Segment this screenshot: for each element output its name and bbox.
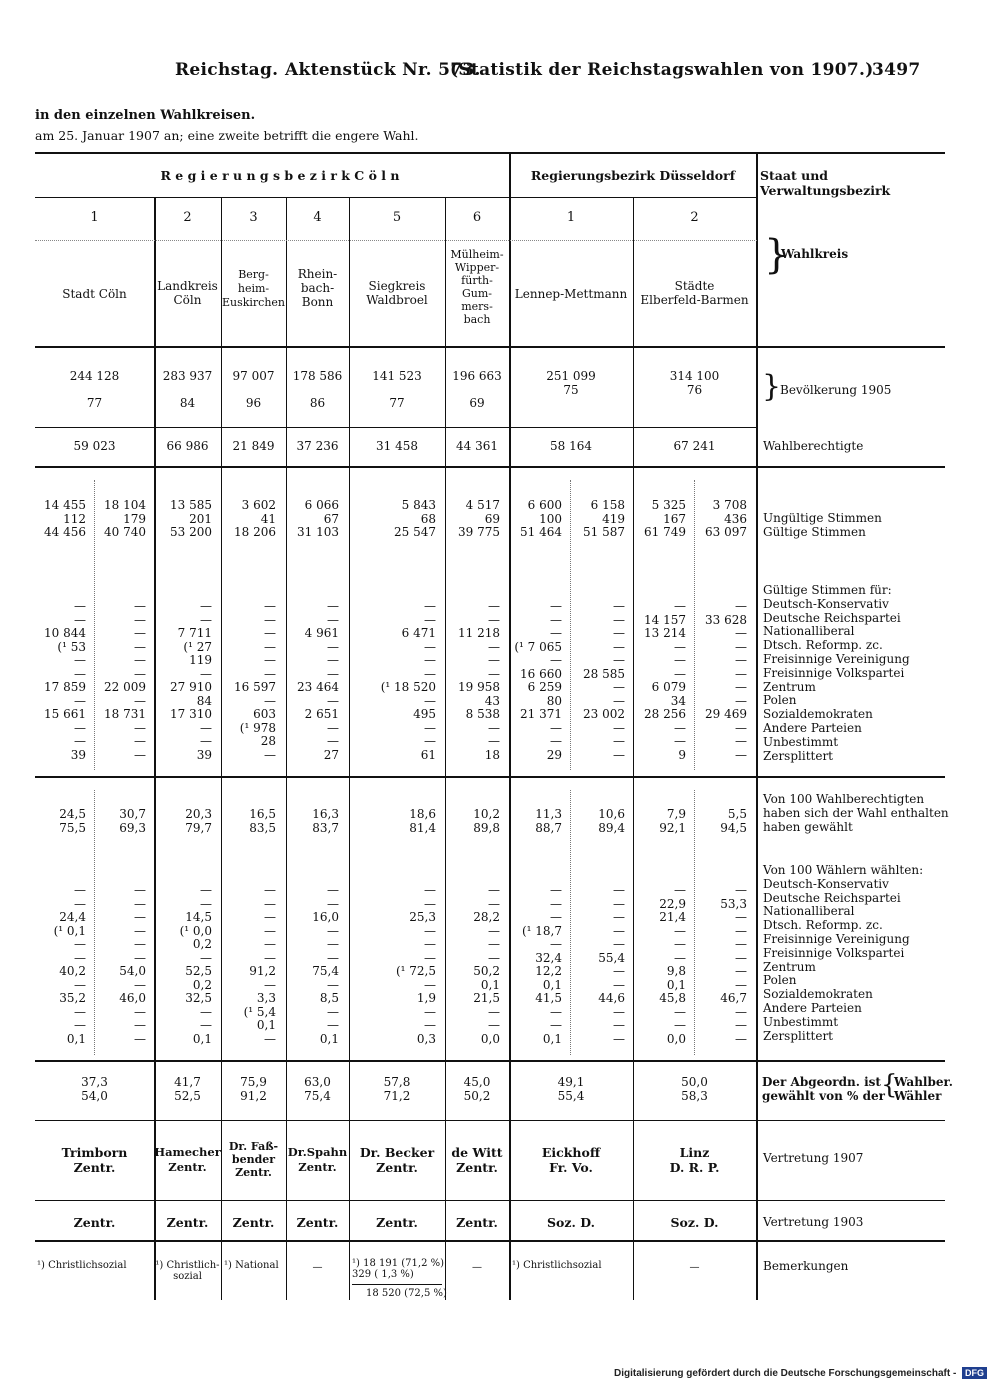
bemerkung: — xyxy=(689,1262,700,1273)
pct-berechtigte-col: 16,5 83,5 xyxy=(249,807,276,835)
bevoelkerung-value: 97 007 xyxy=(232,369,275,383)
pct-berechtigte-col: 24,5 75,5 xyxy=(59,807,86,835)
wahlberechtigte-value: 21 849 xyxy=(232,439,275,453)
kreis-number: 1 xyxy=(566,210,576,225)
label-abgeordn: Der Abgeordn. ist gewählt von % der xyxy=(762,1075,885,1103)
vertretung1903-rule xyxy=(35,1240,945,1242)
wahlberechtigte-value: 67 241 xyxy=(673,439,716,453)
stimmen-col: 6 066 67 31 103 xyxy=(297,498,339,539)
kreis-name: Mülheim- Wipper- fürth- Gum- mers- bach xyxy=(450,248,504,326)
kreis-name: Berg- heim- Euskirchen xyxy=(221,268,286,309)
bemerkung: ¹) Christlichsozial xyxy=(37,1260,127,1271)
stimmen-col: 5 843 68 25 547 xyxy=(394,498,436,539)
label-abgeordn-right: Wahlber. Wähler xyxy=(894,1075,953,1103)
wahlberechtigte-value: 58 164 xyxy=(550,439,592,453)
bevoelkerung-value: 196 663 xyxy=(452,369,502,383)
vertretung1903: Zentr. xyxy=(232,1215,275,1230)
stimmen-col: 6 158 419 51 587 xyxy=(583,498,625,539)
abgeordn-value: 37,3 54,0 xyxy=(81,1075,108,1103)
kreis-name: Rhein- bach- Bonn xyxy=(297,267,338,309)
label-von100-berechtigten: Von 100 Wahlberechtigten haben sich der Wahl enthalten haben gewählt xyxy=(763,792,949,834)
party-col: — — 4 961 — — — 23 464 — 2 651 — — 27 xyxy=(297,599,339,762)
label-vertretung1903: Vertretung 1903 xyxy=(763,1215,864,1229)
party-col: — — — — — — 16 597 — 603 (¹ 978 28 — xyxy=(234,599,276,762)
party-col: — — — (¹ 7 065 — 16 660 6 259 80 21 371 — — 29 xyxy=(514,599,562,762)
page-number: 3497 xyxy=(872,60,921,80)
bevoelkerung-density: 77 xyxy=(389,396,405,410)
bemerkung: ¹) Christlich- sozial xyxy=(155,1260,220,1282)
stimmen-col: 14 455 112 44 456 xyxy=(44,498,86,539)
stimmen-col: 4 517 69 39 775 xyxy=(458,498,500,539)
header-left: Reichstag. xyxy=(175,60,279,80)
bevoelkerung-density: 84 xyxy=(179,396,196,410)
stimmen-col: 3 602 41 18 206 xyxy=(234,498,276,539)
vertretung1907: Dr.Spahn Zentr. xyxy=(287,1145,348,1174)
abgeordn-value: 45,0 50,2 xyxy=(463,1075,491,1103)
kreis-number: 5 xyxy=(392,210,402,225)
pct-berechtigte-col: 16,3 83,7 xyxy=(312,807,339,835)
pct-waehler-col: — — 24,4 (¹ 0,1 — — 40,2 — 35,2 — — 0,1 xyxy=(53,883,86,1046)
pct-berechtigte-col: 10,6 89,4 xyxy=(598,807,625,835)
intro-line-1: in den einzelnen Wahlkreisen. xyxy=(35,108,256,123)
vertretung1903: Zentr. xyxy=(73,1215,116,1230)
group-duesseldorf: Regierungsbezirk Düsseldorf xyxy=(530,168,736,183)
number-rule xyxy=(35,240,757,241)
pct-berechtigte-col: 30,7 69,3 xyxy=(119,807,146,835)
table-top-rule xyxy=(35,152,945,154)
wahlberechtigte-value: 59 023 xyxy=(73,439,116,453)
group-rule xyxy=(35,197,757,198)
stimmen-col: 18 104 179 40 740 xyxy=(104,498,146,539)
bemerkung: ¹) National xyxy=(224,1260,279,1271)
vertretung1907: Linz D. R. P. xyxy=(669,1145,720,1175)
bevoelkerung-density: 69 xyxy=(469,396,485,410)
kreis-number: 6 xyxy=(472,210,482,225)
brace-wahlkreis: } xyxy=(764,232,790,278)
party-col: — 33 628 — — — — — — 29 469 — — — xyxy=(705,599,747,762)
bemerkung: — xyxy=(472,1262,482,1273)
subcol-line xyxy=(94,480,95,770)
bemerkung: — xyxy=(312,1262,323,1273)
kreis-name: Städte Elberfeld-Barmen xyxy=(640,279,749,307)
party-col: — — 11 218 — — — 19 958 43 8 538 — — 18 xyxy=(458,599,500,762)
header-right: (Statistik der Reichstagswahlen von 1907.) xyxy=(450,60,874,80)
vertretung1907: Dr. Becker Zentr. xyxy=(359,1145,435,1175)
footer-text: Digitalisierung gefördert durch die Deutsche Forschungsgemeinschaft - xyxy=(614,1368,957,1379)
label-bemerkungen: Bemerkungen xyxy=(763,1259,849,1273)
dfg-logo-icon: DFG xyxy=(962,1367,987,1379)
bevoelkerung-density: 86 xyxy=(309,396,326,410)
pct-waehler-col: — 22,9 21,4 — — — 9,8 0,1 45,8 — — 0,0 xyxy=(659,883,686,1046)
brace-bevoelkerung: } xyxy=(762,369,782,404)
pct-waehler-col: — — 16,0 — — — 75,4 — 8,5 — — 0,1 xyxy=(312,883,339,1046)
party-col: — — 7 711 (¹ 27 119 — 27 910 84 17 310 — — 39 xyxy=(170,599,212,762)
vertretung1907: Eickhoff Fr. Vo. xyxy=(541,1145,601,1175)
abgeordn-value: 63,0 75,4 xyxy=(304,1075,331,1103)
vertretung1907: Hamecher Zentr. xyxy=(154,1145,221,1174)
header-bottom-rule xyxy=(35,346,945,348)
label-wahlkreis: Wahlkreis xyxy=(781,247,849,261)
bevoelkerung-value: 244 128 xyxy=(69,369,120,383)
label-stimmen: Ungültige Stimmen Gültige Stimmen xyxy=(763,511,882,539)
label-vertretung1907: Vertretung 1907 xyxy=(763,1151,864,1165)
pct-waehler-col: — — — (¹ 18,7 — 32,4 12,2 0,1 41,5 — — 0,1 xyxy=(521,883,562,1046)
bevoelkerung-value: 314 100 xyxy=(669,369,720,383)
abgeordn-value: 49,1 55,4 xyxy=(557,1075,585,1103)
abgeordn-value: 75,9 91,2 xyxy=(240,1075,267,1103)
bemerkung: ¹) Christlichsozial xyxy=(512,1260,602,1271)
bevoelkerung-value: 178 586 xyxy=(292,369,343,383)
pct-berechtigte-col: 18,6 81,4 xyxy=(409,807,436,835)
bemerkung: ¹) 18 191 (71,2 %) 329 ( 1,3 %) xyxy=(352,1258,445,1280)
stimmen-col: 13 585 201 53 200 xyxy=(170,498,212,539)
label-wahlberechtigte: Wahlberechtigte xyxy=(763,439,864,453)
pct-berechtigte-col: 11,3 88,7 xyxy=(535,807,562,835)
bemerkung-rule xyxy=(352,1284,442,1285)
pct-rule xyxy=(35,1060,945,1062)
party-col: — — 10 844 (¹ 53 — — 17 859 — 15 661 — — 39 xyxy=(44,599,86,762)
pct-waehler-col: — — 28,2 — — — 50,2 0,1 21,5 — — 0,0 xyxy=(473,883,500,1046)
label-bevoelkerung: Bevölkerung 1905 xyxy=(780,383,892,397)
vertretung1903: Soz. D. xyxy=(547,1215,595,1230)
wahlberechtigte-value: 31 458 xyxy=(376,439,418,453)
vertretung1907: de Witt Zentr. xyxy=(451,1145,503,1175)
pct-waehler-col: — — 14,5 (¹ 0,0 0,2 — 52,5 0,2 32,5 — — 0,1 xyxy=(179,883,212,1046)
bevoelkerung-density: 76 xyxy=(686,383,703,397)
pct-berechtigte-col: 10,2 89,8 xyxy=(473,807,500,835)
group-coeln: R e g i e r u n g s b e z i r k C ö l n xyxy=(160,168,400,183)
kreis-number: 2 xyxy=(690,210,699,225)
label-von100-waehlern: Von 100 Wählern wählten: Deutsch-Konservativ Deutsche Reichspartei Nationalliberal Dtsch. Reformp. zc. Freisinnige Vereinigung Freisinnige Volkspartei Zentrum Polen Sozialdemokraten Andere Parteien Unbestimmt Zersplittert xyxy=(763,863,924,1043)
wahlberechtigte-rule xyxy=(35,466,945,468)
bevoelkerung-density: 96 xyxy=(245,396,262,410)
vertretung1903: Soz. D. xyxy=(670,1215,719,1230)
group-staat: Staat und Verwaltungsbezirk xyxy=(760,168,891,198)
abgeordn-value: 57,8 71,2 xyxy=(383,1075,411,1103)
kreis-number: 1 xyxy=(90,210,99,225)
bemerkung: 18 520 (72,5 %) xyxy=(366,1288,447,1299)
kreis-name: Lennep-Mettmann xyxy=(514,287,628,301)
vertretung1903: Zentr. xyxy=(166,1215,209,1230)
bevoelkerung-density: 75 xyxy=(563,383,579,397)
kreis-name: Stadt Cöln xyxy=(62,287,127,301)
vertretung1903: Zentr. xyxy=(296,1215,339,1230)
bevoelkerung-rule xyxy=(35,427,757,428)
bevoelkerung-density: 77 xyxy=(86,396,103,410)
abgeordn-value: 41,7 52,5 xyxy=(174,1075,201,1103)
kreis-number: 4 xyxy=(313,210,322,225)
abs-rule xyxy=(35,776,945,778)
label-gueltig-fuer: Gültige Stimmen für: Deutsch-Konservativ Deutsche Reichspartei Nationalliberal Dtsch. Reformp. zc. Freisinnige Vereinigung Freisinnige Volkspartei Zentrum Polen Sozialdemokraten Andere Parteien Unbestimmt Zersplittert xyxy=(763,583,910,763)
vertretung1907: Dr. Faß- bender Zentr. xyxy=(228,1140,279,1179)
wahlberechtigte-value: 66 986 xyxy=(166,439,209,453)
vertretung1903: Zentr. xyxy=(456,1215,498,1230)
kreis-name: Siegkreis Waldbroel xyxy=(366,279,428,307)
wahlberechtigte-value: 44 361 xyxy=(456,439,498,453)
kreis-number: 2 xyxy=(183,210,192,225)
subcol-line xyxy=(94,790,95,1055)
stimmen-col: 6 600 100 51 464 xyxy=(520,498,562,539)
pct-berechtigte-col: 7,9 92,1 xyxy=(659,807,686,835)
party-col: — — 6 471 — — — (¹ 18 520 — 495 — — 61 xyxy=(380,599,436,762)
party-col: — — — — — — 22 009 — 18 731 — — — xyxy=(104,599,146,762)
vertretung1903: Zentr. xyxy=(376,1215,418,1230)
vertretung1907-rule xyxy=(35,1200,945,1201)
stimmen-col: 5 325 167 61 749 xyxy=(644,498,686,539)
pct-waehler-col: — — 25,3 — — — (¹ 72,5 — 1,9 — — 0,3 xyxy=(395,883,436,1046)
kreis-number: 3 xyxy=(249,210,258,225)
vertretung1907: Trimborn Zentr. xyxy=(61,1145,128,1175)
pct-waehler-col: — 53,3 — — — — — — 46,7 — — — xyxy=(720,883,747,1046)
stimmen-col: 3 708 436 63 097 xyxy=(705,498,747,539)
pct-berechtigte-col: 5,5 94,5 xyxy=(720,807,747,835)
abgeordn-rule xyxy=(35,1120,945,1121)
col-line xyxy=(756,152,758,1300)
pct-waehler-col: — — — — — — 91,2 — 3,3 (¹ 5,4 0,1 — xyxy=(243,883,276,1046)
brace-abgeordn: { xyxy=(881,1070,898,1100)
pct-waehler-col: — — — — — 55,4 — — 44,6 — — — xyxy=(598,883,625,1046)
bevoelkerung-value: 251 099 xyxy=(546,369,596,383)
kreis-name: Landkreis Cöln xyxy=(157,279,218,307)
header-middle: Aktenstück Nr. 573. xyxy=(285,60,481,80)
abgeordn-value: 50,0 58,3 xyxy=(681,1075,708,1103)
bevoelkerung-value: 141 523 xyxy=(372,369,422,383)
bevoelkerung-value: 283 937 xyxy=(162,369,213,383)
intro-line-2: am 25. Januar 1907 an; eine zweite betrifft die engere Wahl. xyxy=(35,128,419,143)
pct-berechtigte-col: 20,3 79,7 xyxy=(185,807,212,835)
party-col: — 14 157 13 214 — — — 6 079 34 28 256 — — 9 xyxy=(644,599,686,762)
pct-waehler-col: — — — — — — 54,0 — 46,0 — — — xyxy=(119,883,146,1046)
party-col: — — — — — 28 585 — — 23 002 — — — xyxy=(583,599,625,762)
wahlberechtigte-value: 37 236 xyxy=(296,439,339,453)
